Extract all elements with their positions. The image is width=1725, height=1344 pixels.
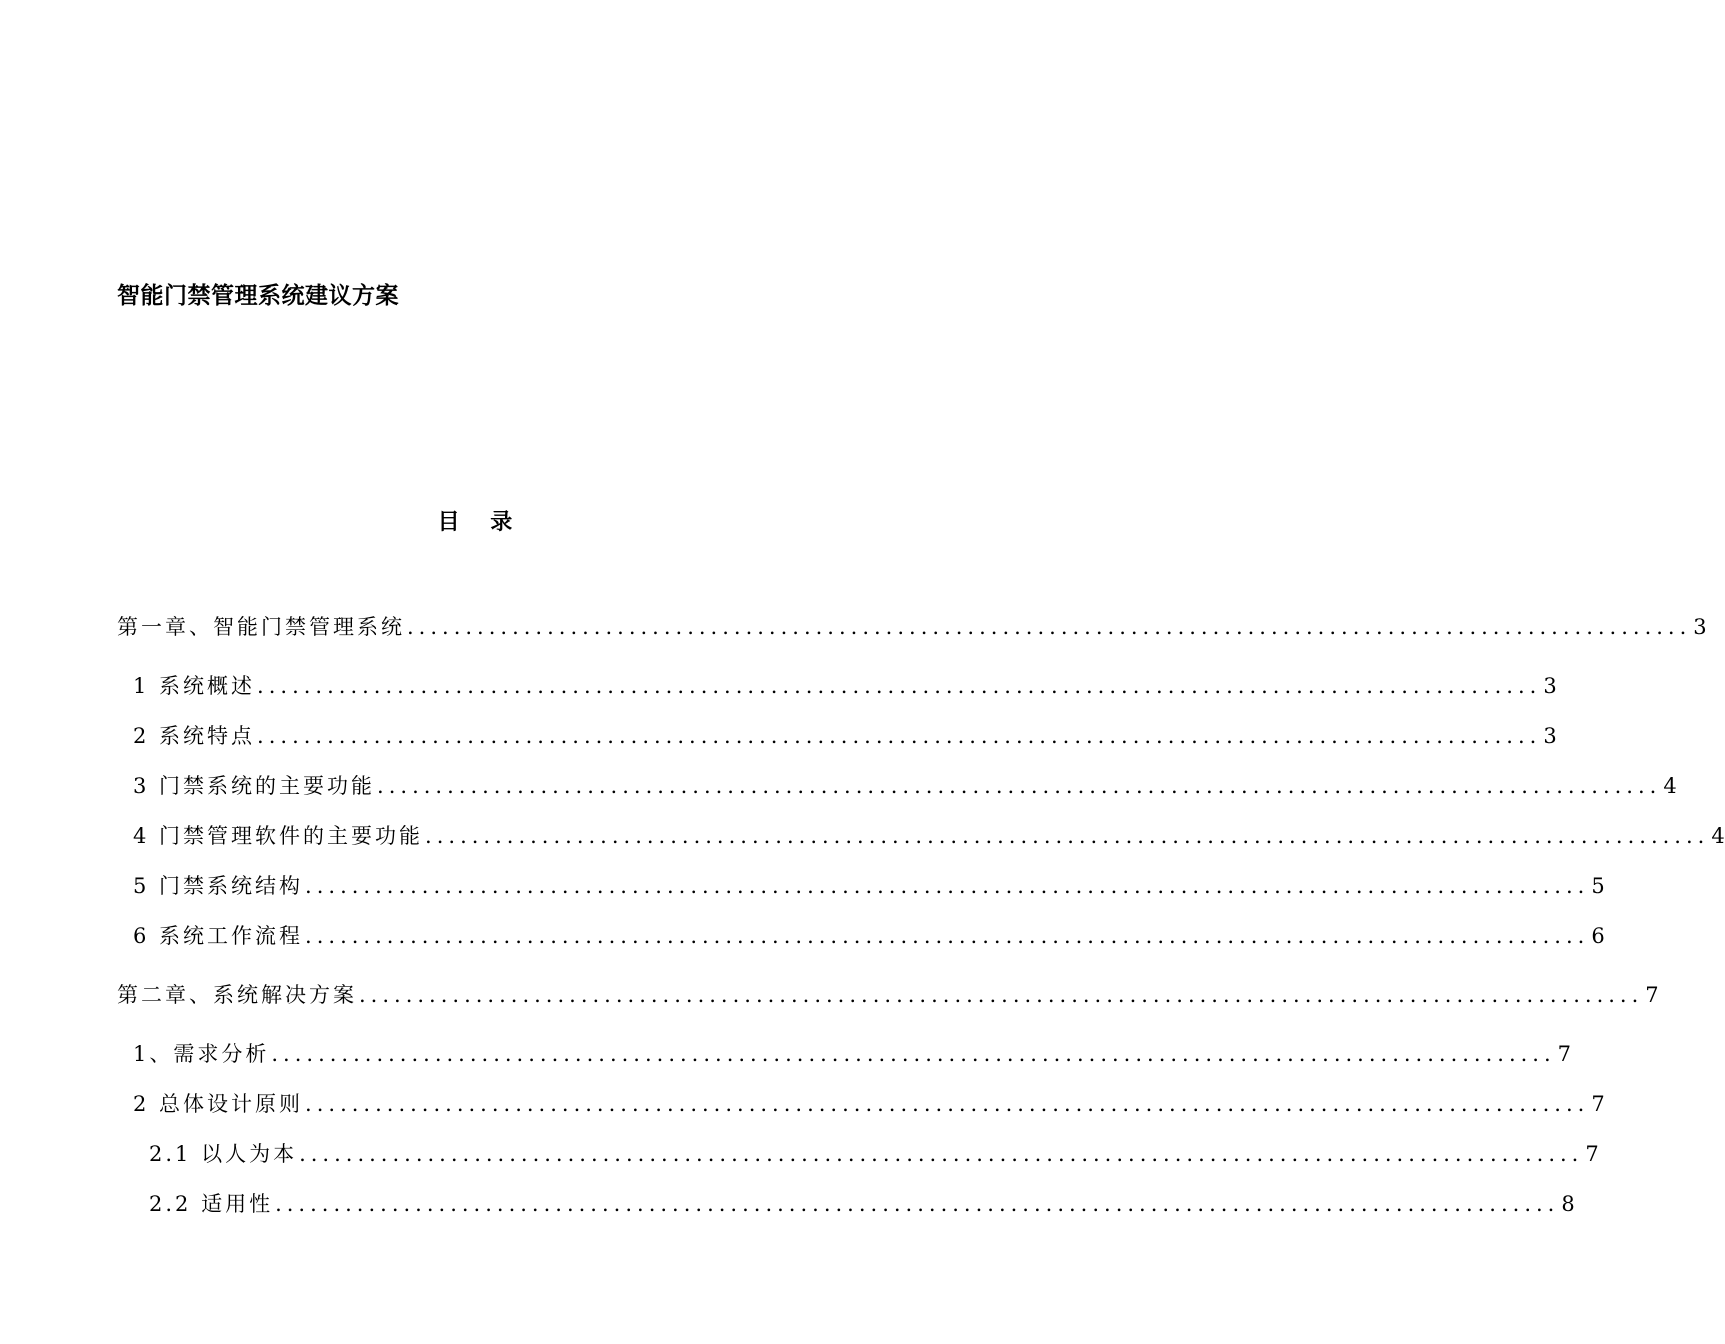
toc-entry-title: 1、需求分析: [133, 1042, 270, 1066]
toc-entry[interactable]: [117, 979, 1659, 1011]
toc-dot-leader: ..............................................................................................................: [257, 674, 1542, 698]
toc-entry[interactable]: [133, 720, 1557, 752]
toc-entry[interactable]: [133, 870, 1605, 902]
toc-entry[interactable]: [117, 611, 1707, 643]
toc-page-number: 7: [1645, 983, 1659, 1007]
toc-entry-title: 第二章、系统解决方案: [117, 983, 357, 1007]
toc-entry[interactable]: [133, 1038, 1572, 1070]
toc-dot-leader: ..............................................................................................................: [271, 1042, 1556, 1066]
toc-page-number: 7: [1557, 1042, 1572, 1066]
toc-page-number: 5: [1591, 874, 1605, 898]
toc-dot-leader: ..............................................................................................................: [275, 1192, 1560, 1216]
toc-entry-title: 2.1 以人为本: [149, 1142, 298, 1166]
toc-entry-title: 2 系统特点: [133, 724, 256, 748]
toc-entry[interactable]: [133, 1088, 1605, 1120]
toc-entry[interactable]: [149, 1138, 1599, 1170]
toc-dot-leader: ..............................................................................................................: [257, 724, 1542, 748]
toc-entry[interactable]: [133, 920, 1605, 952]
toc-page-number: 7: [1585, 1142, 1599, 1166]
toc-dot-leader: ..............................................................................................................: [305, 924, 1590, 948]
toc-page-number: 4: [1711, 824, 1725, 848]
toc-page-number: 3: [1543, 674, 1557, 698]
toc-entry[interactable]: [133, 820, 1725, 852]
toc-entry-title: 2 总体设计原则: [133, 1092, 304, 1116]
toc-dot-leader: ..............................................................................................................: [359, 983, 1644, 1007]
toc-entry-title: 5 门禁系统结构: [133, 874, 304, 898]
toc-page-number: 3: [1543, 724, 1557, 748]
document-title: 智能门禁管理系统建议方案: [117, 283, 399, 309]
toc-dot-leader: ..............................................................................................................: [299, 1142, 1584, 1166]
toc-entry-title: 3 门禁系统的主要功能: [133, 774, 376, 798]
toc-page-number: 8: [1561, 1192, 1575, 1216]
toc-entry[interactable]: [133, 770, 1677, 802]
toc-entry[interactable]: [133, 670, 1557, 702]
toc-dot-leader: ..............................................................................................................: [407, 615, 1692, 639]
toc-entry-title: 6 系统工作流程: [133, 924, 304, 948]
toc-heading: 目 录: [437, 510, 513, 535]
toc-dot-leader: ..............................................................................................................: [425, 824, 1710, 848]
toc-dot-leader: ..............................................................................................................: [377, 774, 1662, 798]
toc-page-number: 3: [1693, 615, 1707, 639]
toc-entry-title: 4 门禁管理软件的主要功能: [133, 824, 424, 848]
toc-page-number: 6: [1591, 924, 1605, 948]
toc-entry-title: 1 系统概述: [133, 674, 256, 698]
toc-entry-title: 第一章、智能门禁管理系统: [117, 615, 405, 639]
toc-entry[interactable]: [149, 1188, 1575, 1220]
toc-dot-leader: ..............................................................................................................: [305, 874, 1590, 898]
toc-page-number: 4: [1663, 774, 1677, 798]
toc-dot-leader: ..............................................................................................................: [305, 1092, 1590, 1116]
toc-entry-title: 2.2 适用性: [149, 1192, 274, 1216]
toc-page-number: 7: [1591, 1092, 1605, 1116]
